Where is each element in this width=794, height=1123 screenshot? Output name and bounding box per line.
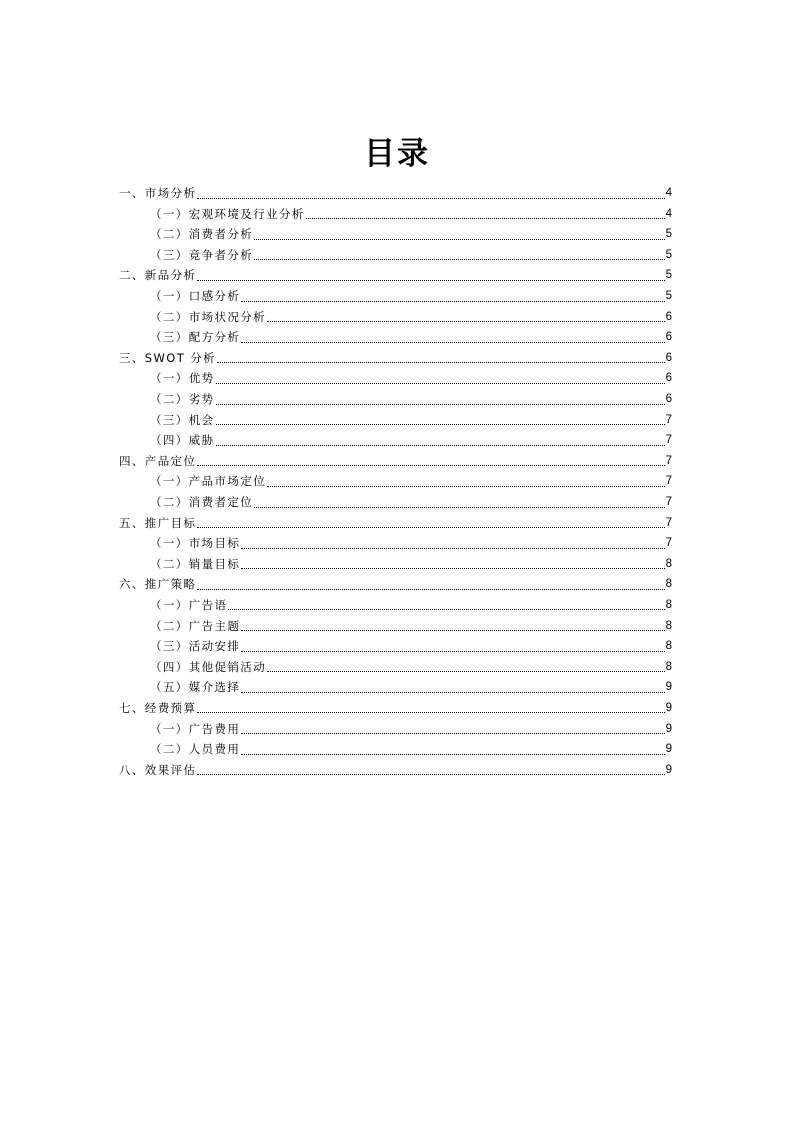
toc-page-number: 9 <box>665 701 672 714</box>
toc-page-number: 6 <box>665 372 672 385</box>
table-of-contents <box>119 180 672 777</box>
toc-page-number: 7 <box>665 516 672 529</box>
toc-subsection-entry[interactable] <box>119 674 672 695</box>
toc-dot-leader <box>306 217 665 219</box>
toc-page-number: 5 <box>665 248 672 261</box>
toc-entry-label: （一）广告语 <box>150 597 228 612</box>
toc-subsection-entry[interactable] <box>119 324 672 345</box>
toc-entry-label: （一）广告费用 <box>150 721 241 736</box>
toc-subsection-entry[interactable] <box>119 612 672 633</box>
toc-section-entry[interactable] <box>119 757 672 778</box>
toc-entry-label: 三、SWOT 分析 <box>119 350 217 365</box>
toc-entry-label: （一）优势 <box>150 371 215 386</box>
toc-page-number: 8 <box>665 660 672 673</box>
toc-entry-label: 八、效果评估 <box>119 762 197 777</box>
toc-section-entry[interactable] <box>119 345 672 366</box>
toc-section-entry[interactable] <box>119 695 672 716</box>
toc-dot-leader <box>241 691 664 693</box>
toc-subsection-entry[interactable] <box>119 407 672 428</box>
toc-page-number: 5 <box>665 290 672 303</box>
toc-section-entry[interactable] <box>119 262 672 283</box>
toc-subsection-entry[interactable] <box>119 736 672 757</box>
toc-page-number: 7 <box>665 454 672 467</box>
toc-subsection-entry[interactable] <box>119 592 672 613</box>
toc-entry-label: （一）宏观环境及行业分析 <box>150 206 305 221</box>
toc-page-number: 7 <box>665 434 672 447</box>
toc-page-number: 9 <box>665 763 672 776</box>
toc-dot-leader <box>267 485 664 487</box>
toc-dot-leader <box>217 361 665 363</box>
toc-page-number: 8 <box>665 557 672 570</box>
toc-subsection-entry[interactable] <box>119 365 672 386</box>
toc-dot-leader <box>197 588 664 590</box>
toc-page-number: 7 <box>665 496 672 508</box>
toc-subsection-entry[interactable] <box>119 654 672 675</box>
toc-page-number: 7 <box>665 475 672 488</box>
toc-page-number: 9 <box>665 681 672 694</box>
toc-dot-leader <box>197 279 664 281</box>
toc-dot-leader <box>267 320 664 322</box>
toc-dot-leader <box>241 567 664 569</box>
toc-subsection-entry[interactable] <box>119 489 672 510</box>
toc-page-number: 7 <box>665 537 672 550</box>
toc-entry-label: （一）产品市场定位 <box>150 474 267 489</box>
toc-dot-leader <box>241 341 664 343</box>
toc-dot-leader <box>216 423 665 425</box>
toc-dot-leader <box>254 238 664 240</box>
toc-page-number: 6 <box>665 393 672 406</box>
toc-entry-label: 六、推广策略 <box>119 577 197 592</box>
toc-dot-leader <box>241 650 664 652</box>
toc-subsection-entry[interactable] <box>119 715 672 736</box>
toc-subsection-entry[interactable] <box>119 427 672 448</box>
toc-subsection-entry[interactable] <box>119 201 672 222</box>
toc-entry-label: （五）媒介选择 <box>150 680 241 695</box>
toc-page-number: 6 <box>665 310 672 323</box>
toc-dot-leader <box>228 608 664 610</box>
toc-section-entry[interactable] <box>119 571 672 592</box>
toc-page-number: 6 <box>665 351 672 364</box>
toc-entry-label: （三）竞争者分析 <box>150 247 254 262</box>
toc-dot-leader <box>241 629 664 631</box>
toc-dot-leader <box>241 547 664 549</box>
toc-page-number: 4 <box>665 187 672 200</box>
toc-entry-label: 五、推广目标 <box>119 515 197 530</box>
toc-entry-label: 七、经费预算 <box>119 700 197 715</box>
toc-page-number: 9 <box>665 722 672 735</box>
toc-page-number: 5 <box>665 269 672 282</box>
toc-entry-label: （四）其他促销活动 <box>150 659 267 674</box>
toc-subsection-entry[interactable] <box>119 530 672 551</box>
toc-page-number: 4 <box>665 207 672 220</box>
page-title: 目录 <box>364 136 430 172</box>
toc-dot-leader <box>216 403 665 405</box>
toc-entry-label: （二）劣势 <box>150 392 215 407</box>
toc-subsection-entry[interactable] <box>119 221 672 242</box>
toc-section-entry[interactable] <box>119 448 672 469</box>
toc-dot-leader <box>241 300 664 302</box>
toc-dot-leader <box>197 711 664 713</box>
toc-entry-label: （三）机会 <box>150 412 215 427</box>
toc-page-number: 6 <box>665 331 672 344</box>
toc-page-number: 8 <box>665 578 672 591</box>
toc-dot-leader <box>197 464 664 466</box>
toc-dot-leader <box>197 526 664 528</box>
toc-entry-label: （二）人员费用 <box>150 742 241 757</box>
toc-page-number: 8 <box>665 619 672 632</box>
toc-section-entry[interactable] <box>119 510 672 531</box>
toc-page-number: 8 <box>665 598 672 611</box>
toc-entry-label: 四、产品定位 <box>119 453 197 468</box>
toc-dot-leader <box>241 732 664 734</box>
toc-entry-label: （二）消费者分析 <box>150 227 254 242</box>
toc-dot-leader <box>267 670 664 672</box>
toc-entry-label: （一）口感分析 <box>150 289 241 304</box>
toc-entry-label: （三）配方分析 <box>150 330 241 345</box>
toc-entry-label: （二）广告主题 <box>150 618 241 633</box>
toc-entry-label: （二）市场状况分析 <box>150 309 267 324</box>
toc-dot-leader <box>216 444 665 446</box>
toc-page-number: 8 <box>665 640 672 653</box>
toc-dot-leader <box>216 382 665 384</box>
toc-entry-label: 一、市场分析 <box>119 186 197 201</box>
toc-page-number: 7 <box>665 413 672 426</box>
toc-entry-label: （四）威胁 <box>150 433 215 448</box>
toc-dot-leader <box>254 258 664 260</box>
toc-entry-label: （三）活动安排 <box>150 639 241 654</box>
toc-entry-label: （二）销量目标 <box>150 556 241 571</box>
toc-page-number: 9 <box>665 743 672 756</box>
toc-dot-leader <box>197 197 664 199</box>
toc-section-entry[interactable] <box>119 180 672 201</box>
toc-dot-leader <box>241 753 664 755</box>
toc-subsection-entry[interactable] <box>119 468 672 489</box>
toc-subsection-entry[interactable] <box>119 304 672 325</box>
toc-subsection-entry[interactable] <box>119 551 672 572</box>
toc-subsection-entry[interactable] <box>119 283 672 304</box>
toc-subsection-entry[interactable] <box>119 242 672 263</box>
toc-dot-leader <box>254 506 664 508</box>
toc-dot-leader <box>197 773 664 775</box>
toc-entry-label: 二、新品分析 <box>119 268 197 283</box>
toc-subsection-entry[interactable] <box>119 386 672 407</box>
toc-subsection-entry[interactable] <box>119 633 672 654</box>
toc-entry-label: （一）市场目标 <box>150 536 241 551</box>
toc-entry-label: （二）消费者定位 <box>150 495 254 509</box>
toc-page-number: 5 <box>665 228 672 241</box>
